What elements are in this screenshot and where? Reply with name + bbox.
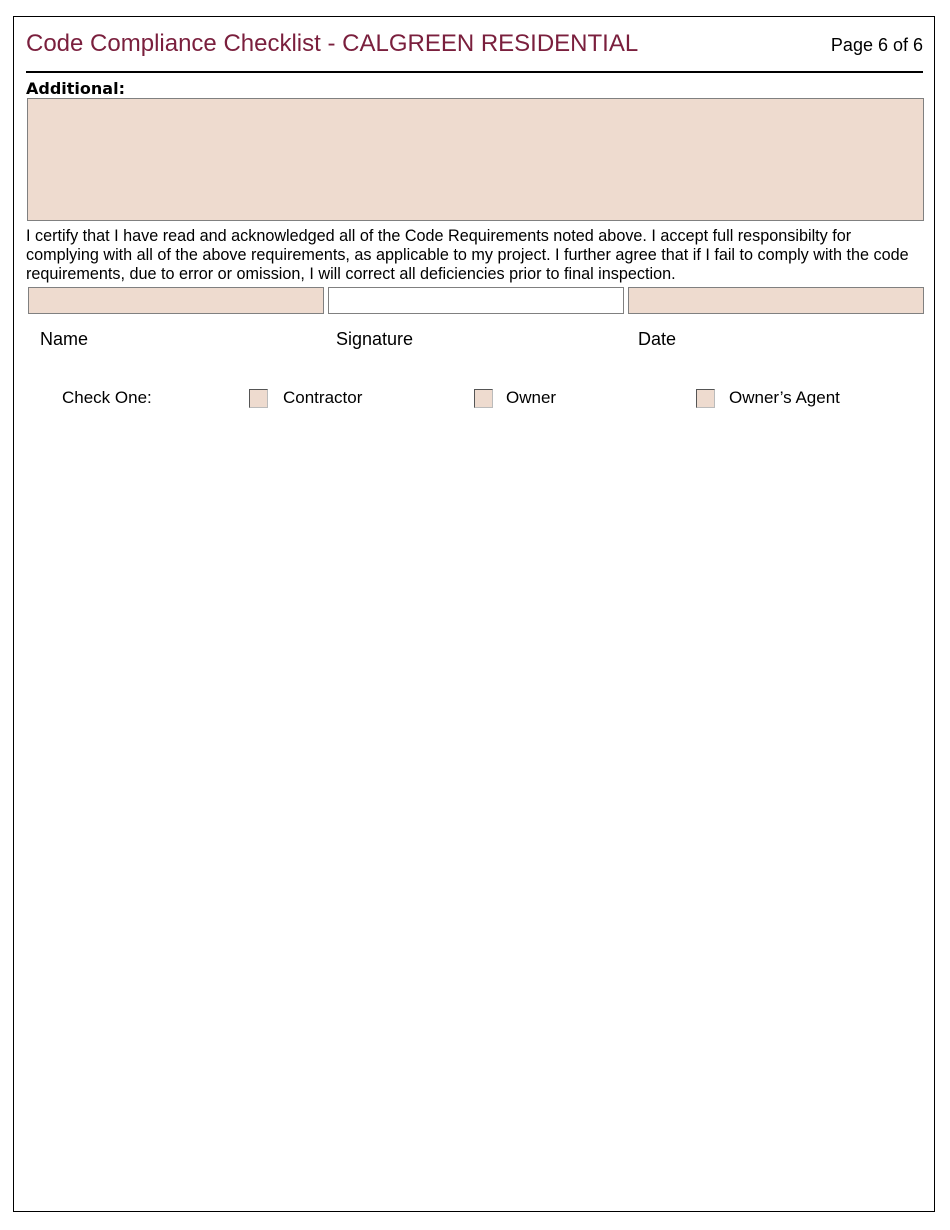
date-field[interactable]: [628, 287, 924, 314]
owner-option-label: Owner: [506, 388, 557, 407]
check-one-label: Check One:: [62, 388, 152, 407]
contractor-checkbox[interactable]: [249, 389, 268, 408]
signature-field[interactable]: [328, 287, 624, 314]
owner-checkbox[interactable]: [474, 389, 493, 408]
signature-label: Signature: [336, 329, 414, 349]
owners-agent-checkbox[interactable]: [696, 389, 715, 408]
name-label: Name: [40, 329, 89, 349]
owners-agent-option-label: Owner’s Agent: [729, 388, 840, 407]
page-title: Code Compliance Checklist - CALGREEN RESIDENTIAL: [26, 30, 639, 57]
date-label: Date: [638, 329, 677, 349]
header-divider: [26, 71, 923, 73]
additional-label: Additional:: [26, 79, 125, 98]
certification-statement: I certify that I have read and acknowledged all of the Code Requirements noted above. I accept full responsibilty for complying with all of the above requirements, as applicable to my project. I further agree that if I fail to comply with the code requirements, due to error or omission, I will correct all deficiencies prior to final inspection.: [26, 227, 909, 283]
additional-textarea[interactable]: [27, 98, 924, 221]
page-number: Page 6 of 6: [830, 35, 923, 55]
contractor-option-label: Contractor: [283, 388, 363, 407]
name-field[interactable]: [28, 287, 324, 314]
